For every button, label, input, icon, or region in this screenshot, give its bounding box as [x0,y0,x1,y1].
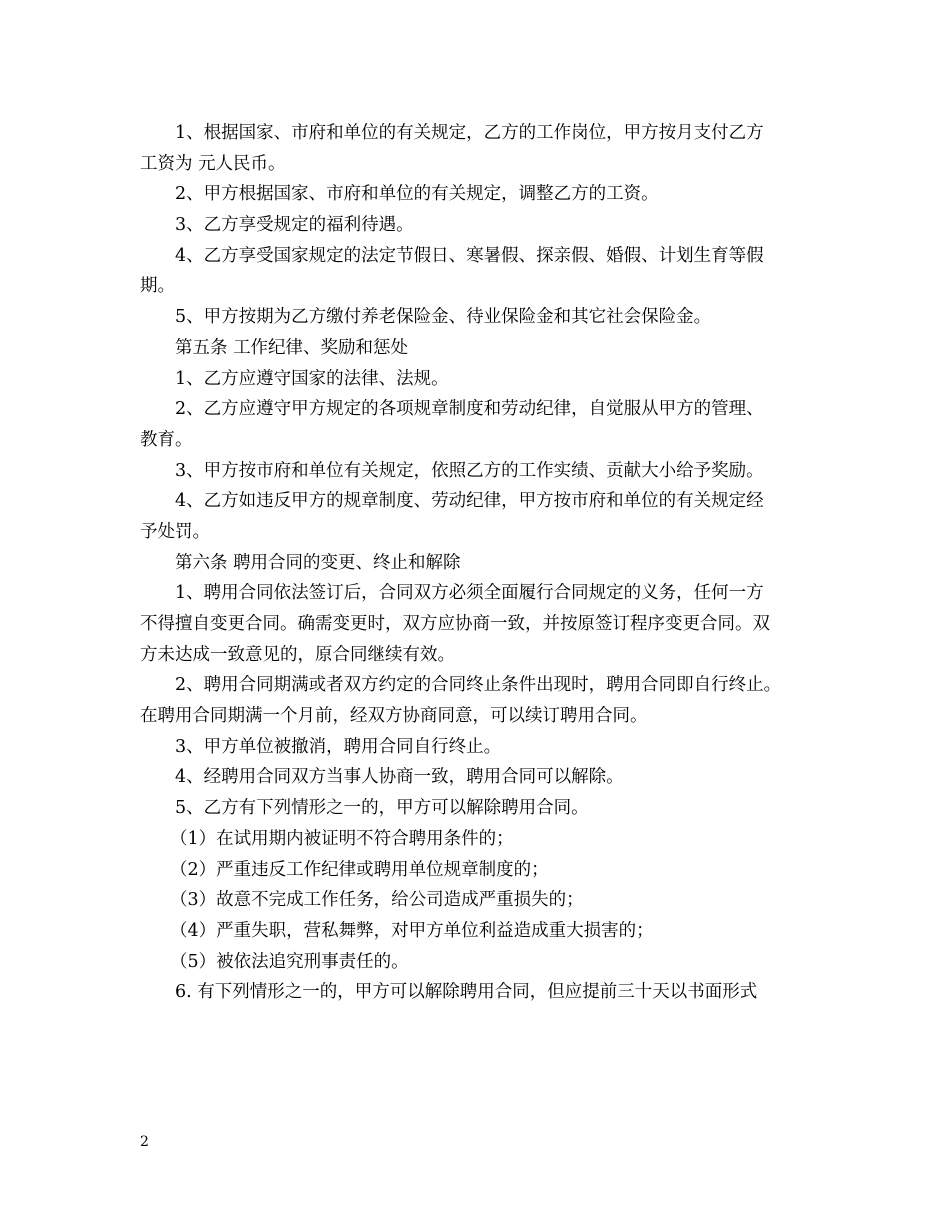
paragraph-line: 6. 有下列情形之一的，甲方可以解除聘用合同，但应提前三十天以书面形式 [175,982,758,1003]
paragraph-line: 方未达成一致意见的，原合同继续有效。 [140,644,455,665]
paragraph-line: 2、甲方根据国家、市府和单位的有关规定，调整乙方的工资。 [175,184,659,205]
section-heading: 第六条 聘用合同的变更、终止和解除 [175,552,461,573]
paragraph-line: 3、甲方按市府和单位有关规定，依照乙方的工作实绩、贡献大小给予奖励。 [175,460,764,481]
list-item: （1）在试用期内被证明不符合聘用条件的； [170,828,514,849]
list-item: （5）被依法追究刑事责任的。 [170,951,409,972]
paragraph-line: 5、甲方按期为乙方缴付养老保险金、待业保险金和其它社会保险金。 [175,307,712,328]
paragraph-line: 2、聘用合同期满或者双方约定的合同终止条件出现时，聘用合同即自行终止。 [175,675,782,696]
paragraph-line: 1、根据国家、市府和单位的有关规定，乙方的工作岗位，甲方按月支付乙方 [175,123,764,143]
list-item: （3）故意不完成工作任务，给公司造成严重损失的； [170,890,584,911]
paragraph-line: 4、乙方如违反甲方的规章制度、劳动纪律，甲方按市府和单位的有关规定经 [175,491,764,512]
paragraph-line: 2、乙方应遵守甲方规定的各项规章制度和劳动纪律，自觉服从甲方的管理、 [175,399,764,420]
paragraph-line: 3、乙方享受规定的福利待遇。 [175,215,414,236]
paragraph-line: 在聘用合同期满一个月前，经双方协商同意，可以续订聘用合同。 [140,706,648,727]
document-body [140,118,815,1008]
list-item: （2）严重违反工作纪律或聘用单位规章制度的； [170,859,549,880]
paragraph-line: 3、甲方单位被撤消，聘用合同自行终止。 [175,736,502,757]
paragraph-line: 5、乙方有下列情形之一的，甲方可以解除聘用合同。 [175,798,589,819]
paragraph-line: 1、聘用合同依法签订后，合同双方必须全面履行合同规定的义务，任何一方 [175,583,764,604]
paragraph-line: 4、经聘用合同双方当事人协商一致，聘用合同可以解除。 [175,767,624,788]
paragraph-line: 予处罚。 [140,521,210,542]
paragraph-line: 工资为 元人民币。 [140,153,286,174]
section-heading: 第五条 工作纪律、奖励和惩处 [175,337,409,358]
list-item: （4）严重失职，营私舞弊，对甲方单位利益造成重大损害的； [170,920,654,941]
paragraph-line: 1、乙方应遵守国家的法律、法规。 [175,368,449,389]
paragraph-line: 不得擅自变更合同。确需变更时，双方应协商一致，并按原签订程序变更合同。双 [140,614,770,634]
page-number: 2 [140,1134,149,1150]
paragraph-line: 教育。 [140,429,193,450]
paragraph-line: 4、乙方享受国家规定的法定节假日、寒暑假、探亲假、婚假、计划生育等假 [175,245,764,266]
paragraph-line: 期。 [140,276,175,297]
